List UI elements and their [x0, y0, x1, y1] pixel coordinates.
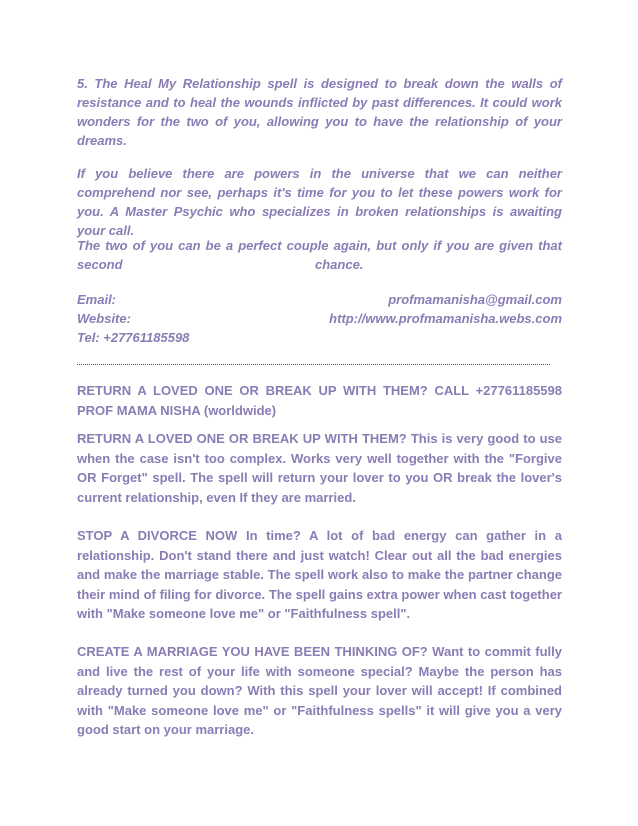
- section-create-marriage: CREATE A MARRIAGE YOU HAVE BEEN THINKING OF? Want to commit fully and live the rest of your life with someone special? Maybe the person has already turned you down? With this spell your lover will accept! If combined with "Make someone love me" or "Faithfulness spells" it will give you a very good start on your marriage.: [77, 644, 562, 737]
- section-return-loved-one: RETURN A LOVED ONE OR BREAK UP WITH THEM? This is very good to use when the case isn't too complex. Works very well together with the "Forgive OR Forget" spell. The spell will return your lover to you OR break the lover's current relationship, even If they are married.: [77, 431, 562, 505]
- perfect-couple-line-2: [77, 255, 562, 274]
- paragraph-perfect-couple: [77, 236, 562, 274]
- tel-value: Tel: +27761185598: [77, 330, 190, 345]
- email-label: Email:: [77, 292, 117, 307]
- chance-word: chance.: [315, 257, 364, 272]
- email-value[interactable]: profmamanisha@gmail.com: [388, 292, 562, 307]
- perfect-couple-line-1: The two of you can be a perfect couple again, but only if you are given that: [77, 238, 562, 253]
- website-label: Website:: [77, 311, 131, 326]
- website-row: [77, 309, 562, 328]
- paragraph-heal-relationship: 5. The Heal My Relationship spell is designed to break down the walls of resistance and to heal the wounds inflicted by past differences. It could work wonders for the two of you, allowing you to have the relationship of your dreams.: [77, 76, 562, 148]
- dotted-separator: [77, 364, 550, 365]
- tel-row: [77, 328, 562, 347]
- section-stop-divorce: STOP A DIVORCE NOW In time? A lot of bad energy can gather in a relationship. Don't stand there and just watch! Clear out all the bad energies and make the marriage stable. The spell work also to make the partner change their mind of filing for divorce. The spell gains extra power when cast together with "Make someone love me" or "Faithfulness spell".: [77, 528, 562, 621]
- email-row: [77, 290, 562, 309]
- contact-block: [77, 290, 562, 347]
- paragraph-master-psychic: If you believe there are powers in the universe that we can neither comprehend nor see, perhaps it's time for you to let these powers work for you. A Master Psychic who specializes in broken relationships is awaiting your call.: [77, 166, 562, 238]
- second-word: second: [77, 257, 123, 272]
- section-heading: RETURN A LOVED ONE OR BREAK UP WITH THEM? CALL +27761185598 PROF MAMA NISHA (worldwide): [77, 383, 562, 418]
- website-value[interactable]: http://www.profmamanisha.webs.com: [329, 311, 562, 326]
